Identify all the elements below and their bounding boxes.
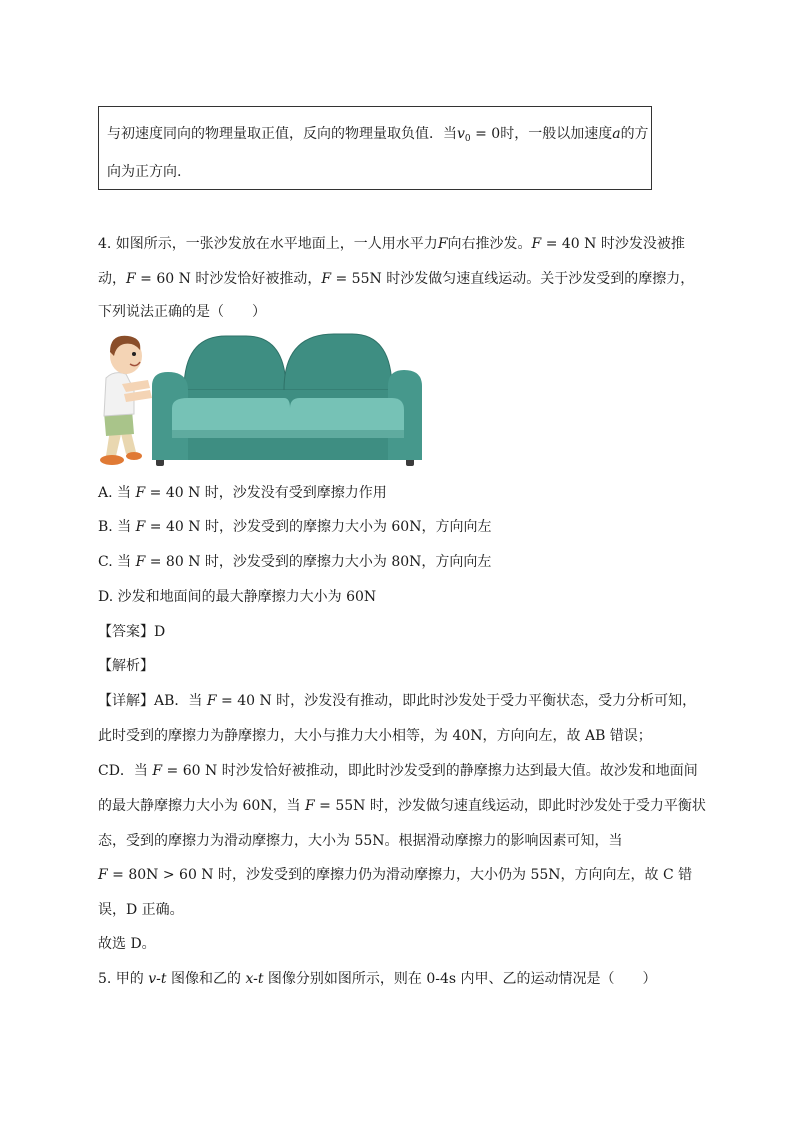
math-symbol: F <box>152 763 163 779</box>
note-box <box>98 106 652 190</box>
q4-answer <box>98 623 165 641</box>
text-run: = 60 N 时沙发恰好被推动，即此时沙发受到的静摩擦力达到最大值。故沙发和地面间 <box>162 763 698 779</box>
q4-detail-line-5 <box>98 832 623 850</box>
q4-stem-line-1 <box>98 235 685 253</box>
math-symbol: F <box>531 236 542 252</box>
math-symbol: F <box>135 554 146 570</box>
q4-option-b <box>98 518 491 536</box>
couch-seat-cushion-left <box>172 398 290 434</box>
math-symbol: F <box>135 485 146 501</box>
math-symbol: v-t <box>148 971 167 987</box>
text-run: 向右推沙发。 <box>447 236 532 252</box>
boy-shoe-front <box>126 452 142 460</box>
q4-option-a <box>98 484 387 502</box>
q4-detail-line-8 <box>98 935 156 953</box>
math-symbol: x-t <box>245 971 264 987</box>
text-run: = 80 N 时，沙发受到的摩擦力大小为 80N，方向向左 <box>145 554 492 570</box>
text-run: B. 当 <box>98 519 136 535</box>
text-run: 5. 甲的 <box>98 971 149 987</box>
q5-stem <box>98 970 657 988</box>
text-run: 【答案】D <box>98 624 166 640</box>
boy-eye <box>132 352 136 356</box>
math-symbol: F <box>321 271 332 287</box>
boy-shoe-back <box>100 455 124 465</box>
math-symbol: F <box>135 519 146 535</box>
q4-analysis-heading <box>98 657 154 675</box>
q4-option-c <box>98 553 491 571</box>
text-run: = 55N 时，沙发做匀速直线运动，即此时沙发处于受力平衡状 <box>314 798 706 814</box>
note-line-1: 与初速度同向的物理量取正值，反向的物理量取负值．当$v_0 = 0$时，一般以加速度a的方 <box>107 126 649 144</box>
math-symbol: F <box>98 867 108 883</box>
text-run: = 40 N 时沙发没被推 <box>541 236 685 252</box>
text-run: 【解析】 <box>98 658 154 674</box>
q4-stem-line-2 <box>98 270 694 288</box>
text-run: = 60 N 时沙发恰好被推动， <box>135 271 322 287</box>
text-run: = 55N 时沙发做匀速直线运动。关于沙发受到的摩擦力， <box>331 271 695 287</box>
text-run: C. 当 <box>98 554 136 570</box>
q4-stem-line-3 <box>98 303 266 321</box>
q4-detail-line-1 <box>98 692 696 710</box>
couch-seat-cushion-right <box>290 398 404 434</box>
math-symbol: F <box>206 693 217 709</box>
text-run: 图像和乙的 <box>166 971 246 987</box>
text-run: 动， <box>98 271 126 287</box>
math-symbol: F <box>126 271 136 287</box>
q4-option-d <box>98 588 376 606</box>
q4-detail-line-3 <box>98 762 698 780</box>
couch-back-cushion-left <box>184 336 286 390</box>
note-line-2: 向为正方向. <box>107 164 182 180</box>
text-run: = 80N > 60 N 时，沙发受到的摩擦力仍为滑动摩擦力，大小仍为 55N，方向向左，故 C 错 <box>107 867 693 883</box>
text-run: 【详解】AB．当 <box>98 693 207 709</box>
text-run: 误，D 正确。 <box>98 902 184 918</box>
math-symbol: F <box>437 236 448 252</box>
text-run: 此时受到的摩擦力为静摩擦力，大小与推力大小相等，为 40N，方向向左，故 AB 错误； <box>98 728 652 744</box>
text-run: 故选 D。 <box>98 936 156 952</box>
text-run: 图像分别如图所示，则在 0-4s 内甲、乙的运动情况是（ ） <box>263 971 657 987</box>
q4-detail-line-7 <box>98 901 184 919</box>
text-run: = 40 N 时，沙发没有推动，即此时沙发处于受力平衡状态，受力分析可知， <box>216 693 697 709</box>
text-run: CD．当 <box>98 763 153 779</box>
text-run: D. 沙发和地面间的最大静摩擦力大小为 60N <box>98 589 377 605</box>
text-run: = 40 N 时，沙发受到的摩擦力大小为 60N，方向向左 <box>145 519 492 535</box>
math-symbol: F <box>304 798 315 814</box>
text-run: 下列说法正确的是（ ） <box>98 304 266 320</box>
couch-seat-edge <box>172 430 404 438</box>
q4-detail-line-2 <box>98 727 652 745</box>
text-run: A. 当 <box>98 485 136 501</box>
text-run: 4. 如图所示，一张沙发放在水平地面上，一人用水平力 <box>98 236 438 252</box>
q4-detail-line-6 <box>98 866 692 884</box>
couch-back-cushion-right <box>284 334 392 390</box>
q4-detail-line-4 <box>98 797 706 815</box>
text-run: 的最大静摩擦力大小为 60N，当 <box>98 798 305 814</box>
boy-pushing-couch-illustration <box>96 330 426 470</box>
text-run: = 40 N 时，沙发没有受到摩擦力作用 <box>145 485 387 501</box>
text-run: 态，受到的摩擦力为滑动摩擦力，大小为 55N。根据滑动摩擦力的影响因素可知，当 <box>98 833 623 849</box>
